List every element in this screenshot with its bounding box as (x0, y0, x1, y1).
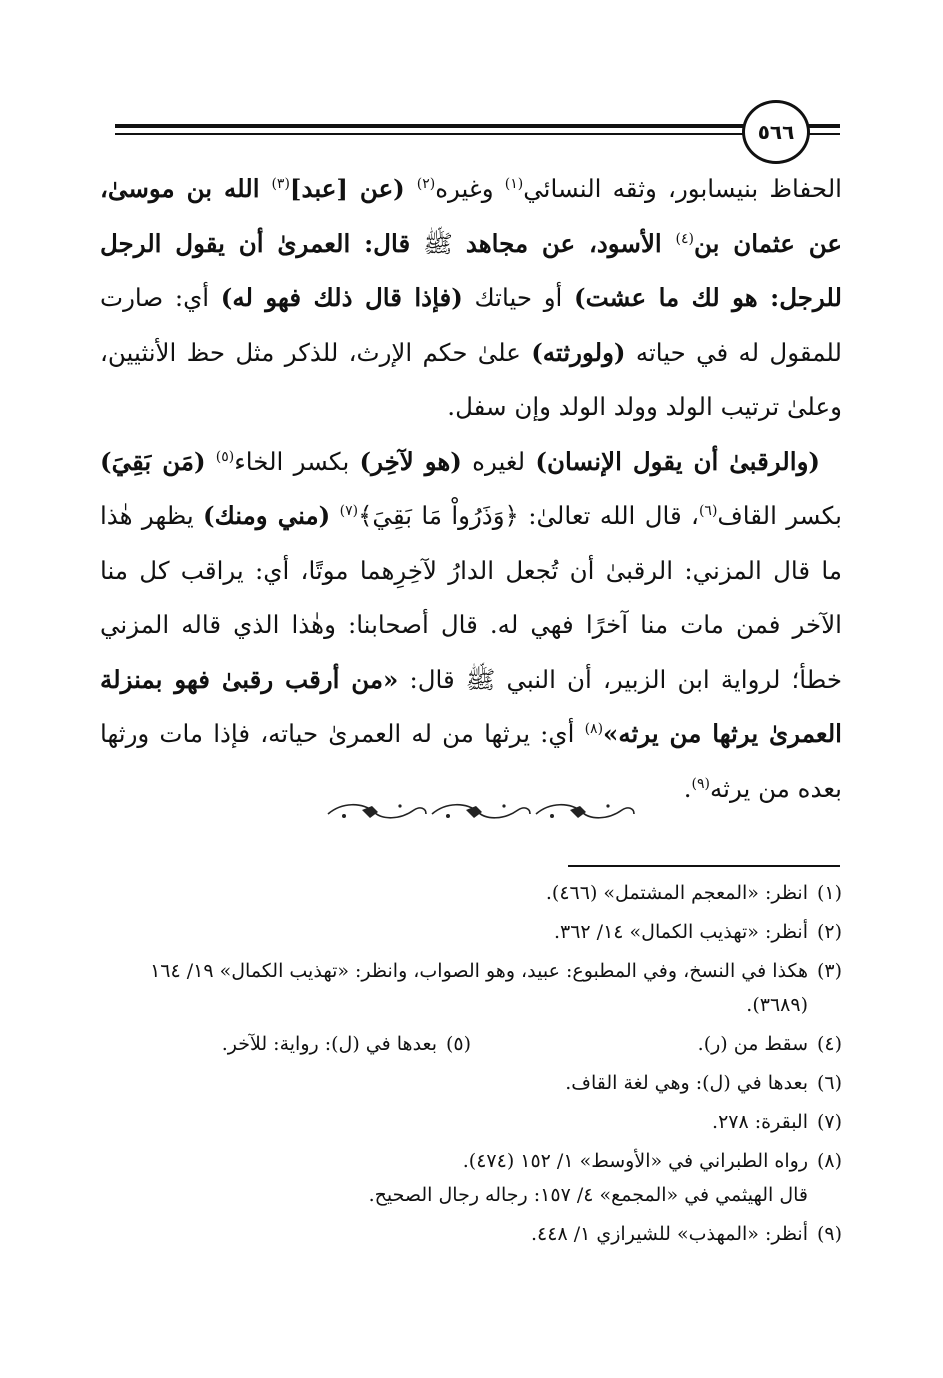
footnote-text: بعدها في (ل): رواية: للآخر. (221, 1033, 437, 1055)
text-run: بكسر الخاء (234, 446, 360, 476)
footnote-ref: (٦) (698, 502, 718, 519)
text-run: «من أرقب رقبىٰ فهو بمنزلة العمرىٰ يرثها من يرثه» (100, 664, 842, 748)
text-run: لغيره (461, 446, 536, 476)
main-text (100, 162, 842, 816)
text-run: (ولورثته) (531, 337, 626, 367)
footnote-line: رواه الطبراني في «الأوسط» ١/ ١٥٢ (٤٧٤). (462, 1150, 808, 1172)
footnote-number: (٤) (816, 1033, 842, 1055)
footnote-ref: (٤) (675, 230, 695, 247)
footnote-item (471, 1027, 842, 1061)
text-run: بكسر القاف (717, 501, 843, 530)
footnote-text: هكذا في النسخ، وفي المطبوع: عبيد، وهو الصواب، وانظر: «تهذيب الكمال» ١٩/ ١٦٤ (٣٦٨٩). (150, 960, 808, 1016)
footnote-number: (٩) (816, 1223, 842, 1245)
text-run: أي: صارت للمقول له في حياته (100, 283, 842, 367)
footnote-ref: (٧) (339, 502, 359, 519)
text-run: الأسود، عن مجاهد (465, 228, 676, 258)
ornament-flourish-icon (322, 798, 640, 828)
footnote-row (100, 1027, 842, 1061)
footnote-item (100, 1027, 471, 1061)
text-run: الله بن موسىٰ، عن عثمان بن (100, 174, 842, 258)
header-rule-thin (115, 133, 745, 135)
footnote-ref: (٣) (271, 175, 290, 192)
text-run: . (683, 773, 692, 803)
footnote-number: (٥) (445, 1033, 471, 1055)
footnote-item (100, 915, 842, 949)
footnote-number: (٢) (816, 921, 842, 943)
text-run: يظهر هٰذا ما قال المزني: الرقبىٰ أن تُجعل الدارُ لآخِرِهما موتًا، أي: يراقب كل منا الآخر فمن مات منا آخرًا فهي له. قال أصحابنا: وهٰذا الذي قاله المزني خطأ؛ لرواية ابن الزبير، أن النبي ﷺ قال: (100, 501, 842, 694)
footnote-item (100, 1217, 842, 1251)
text-run: الحفاظ بنيسابور، وثقه النسائي (523, 174, 842, 203)
page-header (115, 100, 840, 160)
text-run: (مَن بَقِيَ) (100, 446, 206, 476)
footnote-text: بعدها في (ل): وهي لغة القاف. (565, 1072, 808, 1094)
footnote-number: (٦) (816, 1072, 842, 1094)
paragraph (100, 435, 842, 817)
footnote-ref: (١) (504, 175, 524, 192)
footnote-number: (١) (816, 882, 842, 904)
footnote-number: (٣) (816, 960, 842, 982)
text-run: أي: يرثها من له العمرىٰ حياته، فإذا مات ورثها بعده من يرثه (100, 719, 842, 803)
text-run: علىٰ حكم الإرث، للذكر مثل حظ الأنثيين، وعلىٰ ترتيب الولد وولد الولد وإن سفل. (100, 337, 842, 421)
footnotes (100, 876, 842, 1251)
footnote-text: أنظر: «تهذيب الكمال» ١٤/ ٣٦٢. (553, 921, 808, 943)
footnote-ref: (٢) (416, 175, 436, 192)
footnote-item (100, 1144, 842, 1212)
footnote-separator (568, 865, 840, 867)
text-run (330, 501, 339, 530)
text-run: أو حياتك (462, 283, 575, 312)
text-run: (فإذا قال ذلك فهو له) (220, 283, 463, 312)
footnote-text: البقرة: ٢٧٨. (712, 1111, 808, 1133)
page-number: ٥٦٦ (742, 100, 810, 164)
text-run: قال: العمرىٰ أن يقول الرجل للرجل: هو لك ما عشت) (100, 228, 842, 312)
header-rule (115, 124, 745, 128)
text-run (206, 447, 216, 476)
footnote-text: سقط من (ر). (697, 1033, 808, 1055)
footnote-ref: (٨) (584, 720, 604, 737)
footnote-text: انظر: «المعجم المشتمل» (٤٦٦). (545, 882, 808, 904)
footnote-item (100, 1105, 842, 1139)
honorific-glyph: ﷺ (410, 228, 466, 258)
paragraph (100, 162, 842, 435)
footnote-number: (٧) (816, 1111, 842, 1133)
footnote-item (100, 1066, 842, 1100)
footnote-number: (٨) (816, 1150, 842, 1172)
text-run: ، قال الله تعالىٰ: ﴿وَذَرُواْ مَا بَقِيَ﴾ (358, 501, 699, 530)
footnote-ref: (٩) (691, 775, 711, 792)
ornament-divider (322, 798, 640, 828)
text-run: (هو لآخِر) (359, 446, 462, 476)
text-run: وغيره (435, 174, 505, 203)
footnote-line: قال الهيثمي في «المجمع» ٤/ ١٥٧: رجاله رجال الصحيح. (368, 1184, 808, 1206)
footnote-text: أنظر: «المهذب» للشيرازي ١/ ٤٤٨. (531, 1223, 808, 1245)
text-run: (مني ومنك) (203, 501, 331, 530)
footnote-ref: (٥) (215, 448, 235, 465)
text-run: (عن [عبد] (289, 174, 417, 203)
text-run: (والرقبىٰ أن يقول الإنسان) (535, 446, 820, 476)
footnote-item (100, 876, 842, 910)
footnote-text (100, 1144, 808, 1212)
footnote-item (100, 954, 842, 1022)
